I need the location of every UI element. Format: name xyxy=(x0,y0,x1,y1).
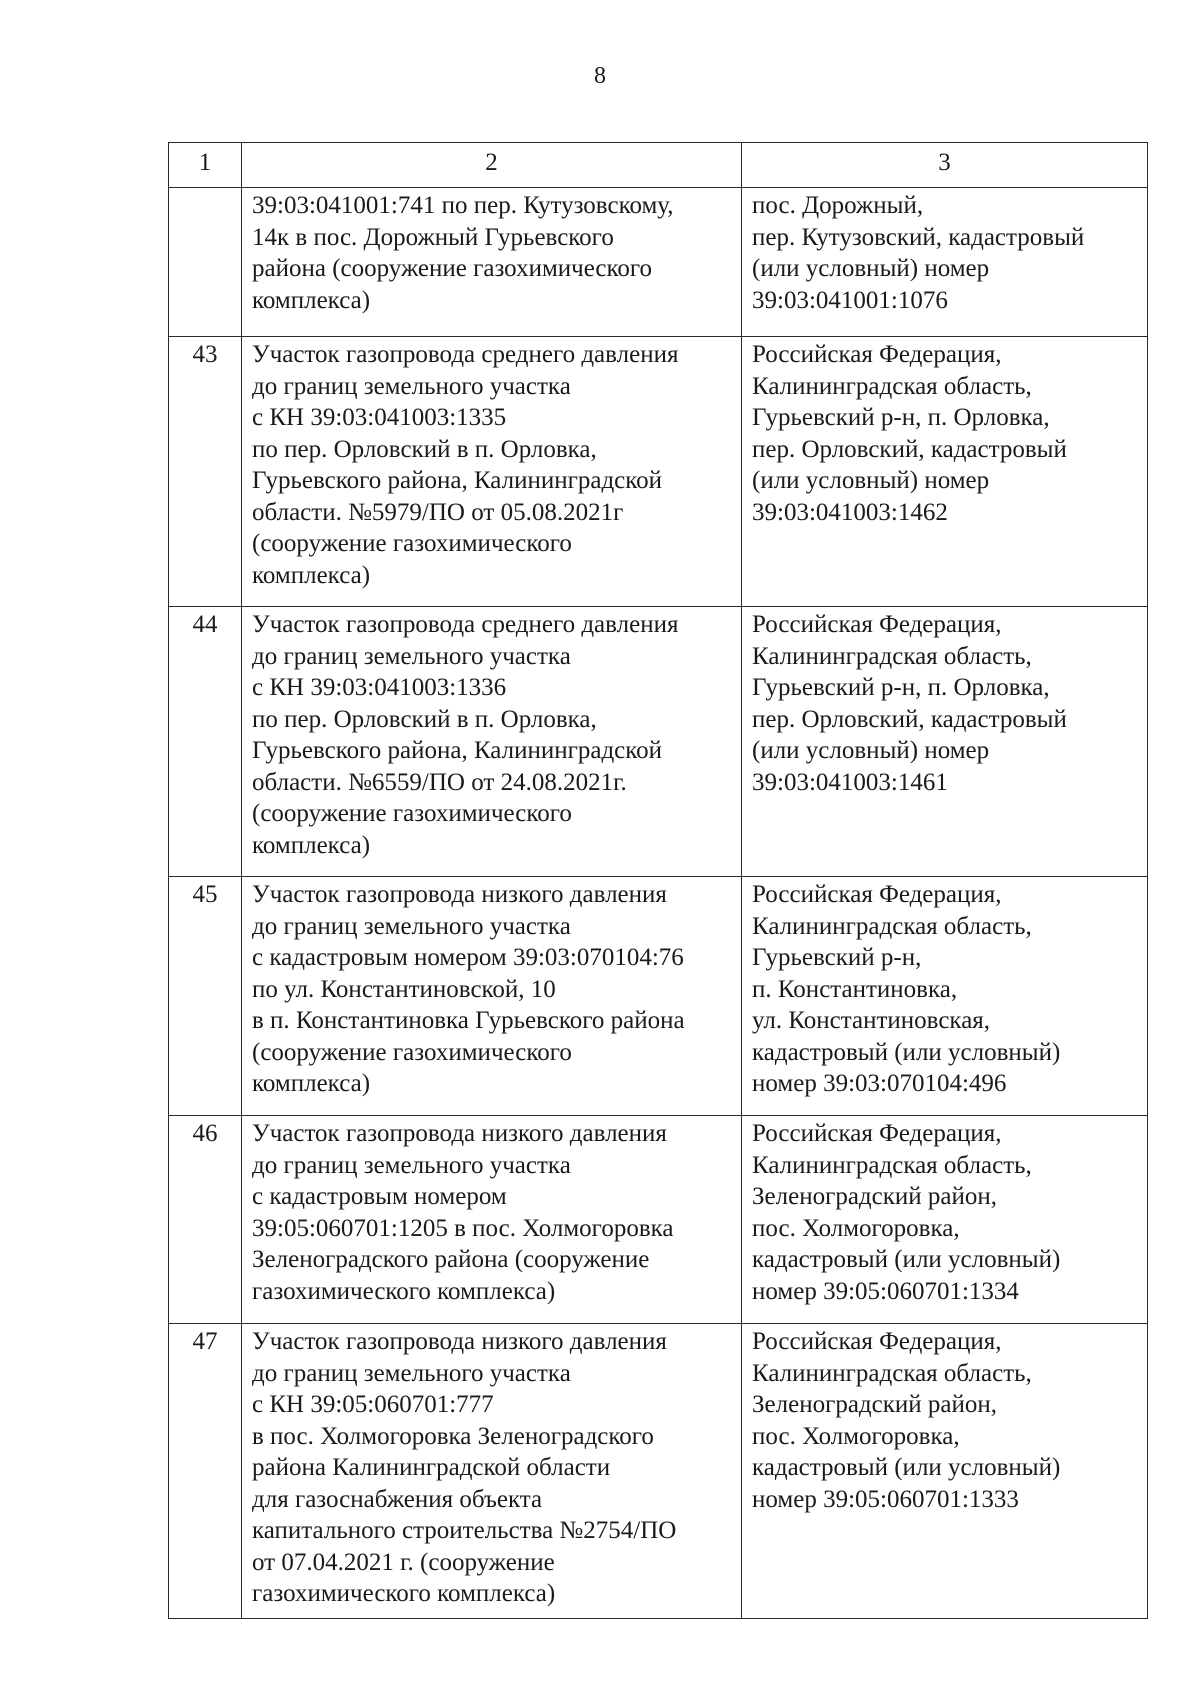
address-line: номер 39:03:070104:496 xyxy=(752,1070,1007,1097)
address-line: Российская Федерация, xyxy=(752,1120,1002,1147)
table-row xyxy=(169,188,1148,337)
description-line: 39:03:041001:741 по пер. Кутузовскому, xyxy=(252,192,674,219)
header-col-3: 3 xyxy=(742,143,1148,188)
row-number: 43 xyxy=(169,337,242,607)
registry-table xyxy=(168,142,1148,1619)
object-description xyxy=(242,607,742,877)
address-line: п. Константиновка, xyxy=(752,975,958,1003)
address-line: ул. Константиновская, xyxy=(752,1007,991,1034)
description-line: в п. Константиновка Гурьевского района xyxy=(252,1007,685,1034)
page-number: 8 xyxy=(594,63,606,89)
description-line: с кадастровым номером xyxy=(252,1183,507,1210)
object-address xyxy=(742,607,1148,877)
description-line: до границ земельного участка xyxy=(252,1151,571,1179)
object-description xyxy=(242,1324,742,1619)
address-line: пос. Холмогоровка, xyxy=(752,1422,960,1450)
table-row xyxy=(169,1116,1148,1324)
address-line: Российская Федерация, xyxy=(752,341,1002,368)
address-line: Калининградская область, xyxy=(752,1151,1032,1179)
description-line: (сооружение газохимического xyxy=(252,1038,572,1066)
address-line: Калининградская область, xyxy=(752,372,1032,400)
table-row xyxy=(169,1324,1148,1619)
row-number: 45 xyxy=(169,877,242,1116)
address-line: кадастровый (или условный) xyxy=(752,1246,1061,1273)
address-line: 39:03:041003:1462 xyxy=(752,498,948,526)
address-line: кадастровый (или условный) xyxy=(752,1454,1061,1481)
description-line: до границ земельного участка xyxy=(252,912,571,940)
table-row xyxy=(169,877,1148,1116)
header-col-2: 2 xyxy=(242,143,742,188)
description-line: с КН 39:03:041003:1335 xyxy=(252,404,507,431)
description-line: по пер. Орловский в п. Орловка, xyxy=(252,435,597,463)
object-address xyxy=(742,1324,1148,1619)
address-line: 39:03:041003:1461 xyxy=(752,768,948,796)
address-line: Гурьевский р-н, п. Орловка, xyxy=(752,674,1050,701)
address-line: номер 39:05:060701:1333 xyxy=(752,1485,1019,1513)
description-line: для газоснабжения объекта xyxy=(252,1485,543,1513)
description-line: до границ земельного участка xyxy=(252,1359,571,1387)
row-number: 47 xyxy=(169,1324,242,1619)
description-line: области. №6559/ПО от 24.08.2021г. xyxy=(252,768,627,796)
object-description xyxy=(242,337,742,607)
address-line: кадастровый (или условный) xyxy=(752,1038,1061,1066)
description-line: Участок газопровода низкого давления xyxy=(252,1120,667,1147)
address-line: (или условный) номер xyxy=(752,467,990,494)
description-line: Участок газопровода среднего давления xyxy=(252,341,679,368)
table-row xyxy=(169,607,1148,877)
description-line: Зеленоградского района (сооружение xyxy=(252,1246,650,1273)
description-line: комплекса) xyxy=(252,561,371,589)
address-line: Калининградская область, xyxy=(752,1359,1032,1387)
description-line: комплекса) xyxy=(252,286,371,314)
row-number: 46 xyxy=(169,1116,242,1324)
address-line: пос. Дорожный, xyxy=(752,192,924,219)
description-line: с КН 39:05:060701:777 xyxy=(252,1391,494,1418)
description-line: Участок газопровода низкого давления xyxy=(252,881,667,908)
description-line: с КН 39:03:041003:1336 xyxy=(252,674,507,701)
description-line: Участок газопровода низкого давления xyxy=(252,1328,667,1355)
address-line: пер. Орловский, кадастровый xyxy=(752,435,1067,463)
header-col-1: 1 xyxy=(169,143,242,188)
address-line: пос. Холмогоровка, xyxy=(752,1214,960,1242)
address-line: Российская Федерация, xyxy=(752,611,1002,638)
description-line: газохимического комплекса) xyxy=(252,1277,556,1305)
description-line: с кадастровым номером 39:03:070104:76 xyxy=(252,944,684,971)
description-line: Участок газопровода среднего давления xyxy=(252,611,679,638)
object-address xyxy=(742,337,1148,607)
address-line: Российская Федерация, xyxy=(752,881,1002,908)
description-line: 14к в пос. Дорожный Гурьевского xyxy=(252,223,614,251)
description-line: газохимического комплекса) xyxy=(252,1580,556,1607)
address-line: Калининградская область, xyxy=(752,642,1032,670)
address-line: пер. Кутузовский, кадастровый xyxy=(752,223,1085,251)
description-line: до границ земельного участка xyxy=(252,372,571,400)
description-line: Гурьевского района, Калининградской xyxy=(252,467,663,494)
description-line: комплекса) xyxy=(252,1070,371,1097)
description-line: по ул. Константиновской, 10 xyxy=(252,975,556,1003)
description-line: района Калининградской области xyxy=(252,1454,611,1481)
object-description xyxy=(242,188,742,337)
description-line: в пос. Холмогоровка Зеленоградского xyxy=(252,1422,654,1450)
description-line: комплекса) xyxy=(252,831,371,859)
description-line: по пер. Орловский в п. Орловка, xyxy=(252,705,597,733)
description-line: Гурьевского района, Калининградской xyxy=(252,737,663,764)
address-line: пер. Орловский, кадастровый xyxy=(752,705,1067,733)
description-line: области. №5979/ПО от 05.08.2021г xyxy=(252,498,624,526)
address-line: 39:03:041001:1076 xyxy=(752,286,948,314)
description-line: 39:05:060701:1205 в пос. Холмогоровка xyxy=(252,1214,674,1242)
address-line: Гурьевский р-н, п. Орловка, xyxy=(752,404,1050,431)
description-line: капитального строительства №2754/ПО xyxy=(252,1517,677,1544)
header-row xyxy=(169,143,1148,188)
object-address xyxy=(742,1116,1148,1324)
object-address xyxy=(742,188,1148,337)
object-description xyxy=(242,1116,742,1324)
description-line: от 07.04.2021 г. (сооружение xyxy=(252,1548,555,1576)
address-line: Зеленоградский район, xyxy=(752,1183,997,1210)
row-number: 44 xyxy=(169,607,242,877)
row-number xyxy=(169,188,242,337)
address-line: Гурьевский р-н, xyxy=(752,944,922,971)
address-line: Калининградская область, xyxy=(752,912,1032,940)
address-line: (или условный) номер xyxy=(752,255,990,282)
address-line: (или условный) номер xyxy=(752,737,990,764)
description-line: района (сооружение газохимического xyxy=(252,255,653,282)
description-line: (сооружение газохимического xyxy=(252,530,572,557)
address-line: номер 39:05:060701:1334 xyxy=(752,1277,1019,1305)
object-address xyxy=(742,877,1148,1116)
description-line: (сооружение газохимического xyxy=(252,800,572,827)
description-line: до границ земельного участка xyxy=(252,642,571,670)
address-line: Российская Федерация, xyxy=(752,1328,1002,1355)
object-description xyxy=(242,877,742,1116)
table-row xyxy=(169,337,1148,607)
address-line: Зеленоградский район, xyxy=(752,1391,997,1418)
